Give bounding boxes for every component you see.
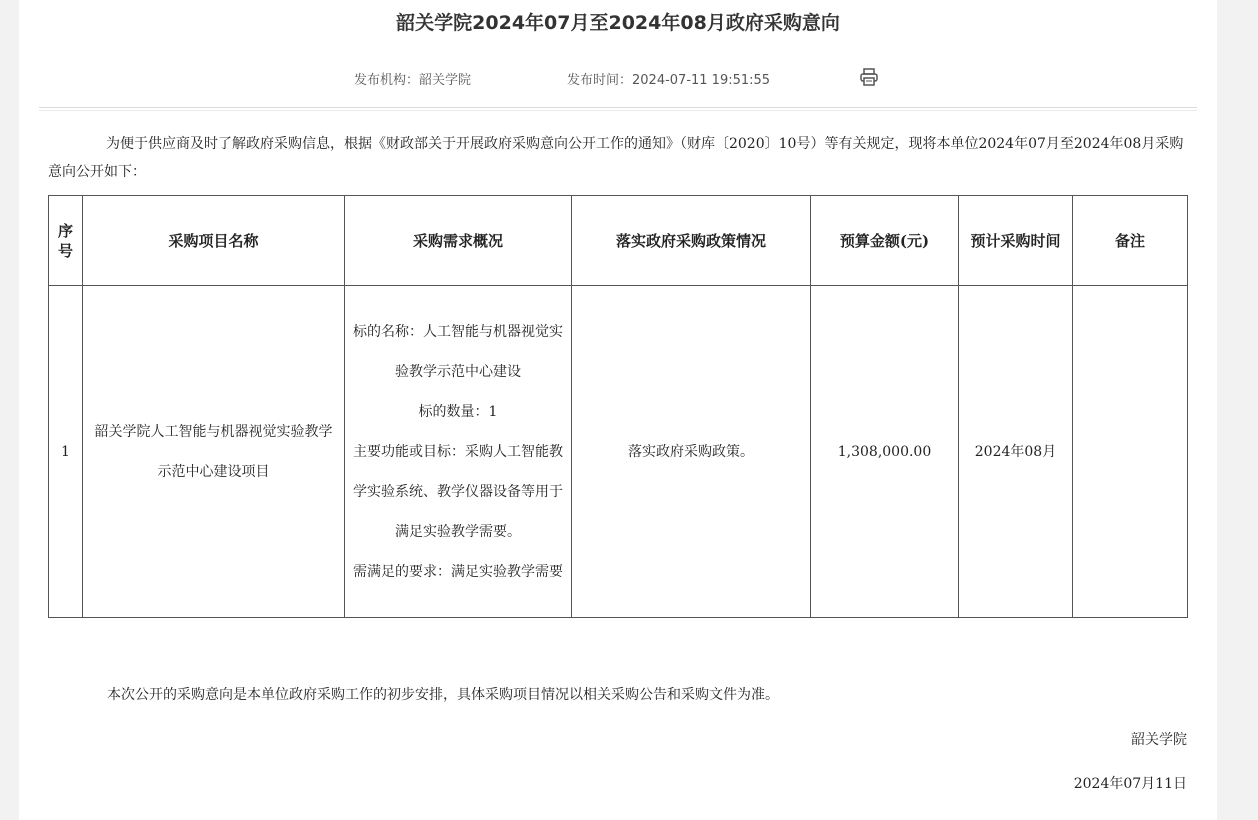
cell-project-name: 韶关学院人工智能与机器视觉实验教学示范中心建设项目 xyxy=(83,286,345,618)
header-policy: 落实政府采购政策情况 xyxy=(572,196,811,286)
header-requirements: 采购需求概况 xyxy=(345,196,572,286)
cell-remark xyxy=(1073,286,1188,618)
header-time: 预计采购时间 xyxy=(959,196,1073,286)
header-budget: 预算金额(元) xyxy=(811,196,959,286)
printer-icon[interactable] xyxy=(859,67,879,87)
signature-org: 韶关学院 xyxy=(1131,732,1187,748)
need-line: 需满足的要求：满足实验教学需要 xyxy=(353,563,563,580)
article-page xyxy=(19,0,1217,820)
need-line: 标的数量：1 xyxy=(418,403,498,420)
need-line: 标的名称：人工智能与机器视觉实验教学示范中心建设 xyxy=(353,323,563,380)
publisher-label: 发布机构：韶关学院 xyxy=(354,73,472,88)
page-title: 韶关学院2024年07月至2024年08月政府采购意向 xyxy=(396,12,840,34)
header-remark: 备注 xyxy=(1073,196,1188,286)
cell-budget: 1,308,000.00 xyxy=(811,286,959,618)
cell-time: 2024年08月 xyxy=(959,286,1073,618)
intro-paragraph: 为便于供应商及时了解政府采购信息，根据《财政部关于开展政府采购意向公开工作的通知》（财库〔2020〕10号）等有关规定，现将本单位2024年07月至2024年08月采购意向公开如下： xyxy=(48,136,1184,180)
header-divider xyxy=(39,107,1197,108)
cell-no: 1 xyxy=(49,286,83,618)
table-header-row xyxy=(49,196,1188,286)
header-divider-secondary xyxy=(39,110,1197,111)
signature-date: 2024年07月11日 xyxy=(1073,776,1187,792)
need-line: 主要功能或目标：采购人工智能教学实验系统、教学仪器设备等用于满足实验教学需要。 xyxy=(353,443,563,540)
cell-policy: 落实政府采购政策。 xyxy=(572,286,811,618)
publish-time: 发布时间：2024-07-11 19:51:55 xyxy=(567,73,771,88)
footer-note: 本次公开的采购意向是本单位政府采购工作的初步安排，具体采购项目情况以相关采购公告和采购文件为准。 xyxy=(107,687,779,703)
table-row xyxy=(49,286,1188,618)
header-no: 序号 xyxy=(49,196,83,286)
cell-requirements xyxy=(345,286,572,618)
procurement-table xyxy=(48,195,1188,618)
header-project-name: 采购项目名称 xyxy=(83,196,345,286)
